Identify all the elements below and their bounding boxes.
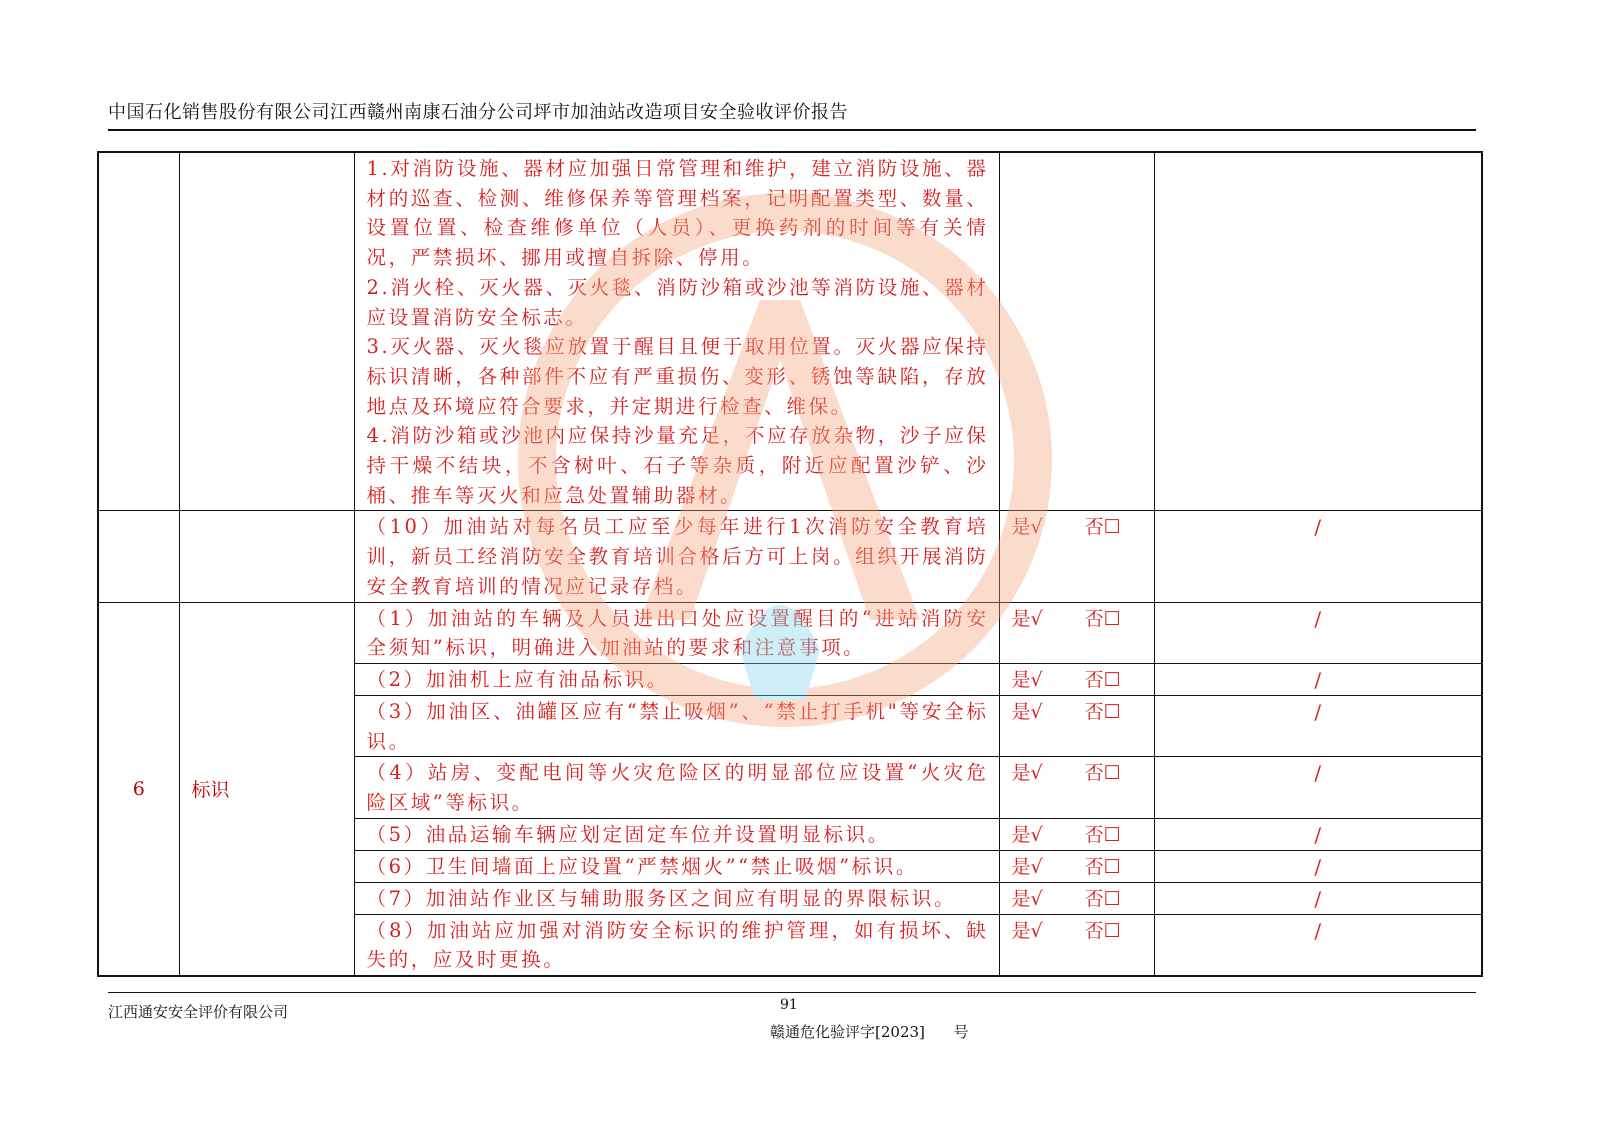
table-row bbox=[98, 602, 1482, 663]
check-cell bbox=[999, 663, 1154, 695]
check-cell bbox=[999, 152, 1154, 511]
result-cell bbox=[1154, 152, 1482, 511]
row-item bbox=[179, 152, 354, 511]
result-cell: / bbox=[1154, 914, 1482, 976]
check-cell bbox=[999, 914, 1154, 976]
yes-checked: 是√ bbox=[1011, 919, 1043, 942]
footer-company: 江西通安安全评价有限公司 bbox=[108, 1003, 289, 1021]
table-row bbox=[98, 511, 1482, 602]
requirement-text: （4）站房、变配电间等火灾危险区的明显部位应设置“火灾危险区域”等标识。 bbox=[354, 757, 999, 818]
row-number bbox=[98, 152, 179, 511]
no-checkbox: 否☐ bbox=[1084, 823, 1121, 846]
document-number: 赣通危化验评字[2023] 号 bbox=[770, 1023, 969, 1041]
no-checkbox: 否☐ bbox=[1084, 887, 1121, 910]
row-number: 6 bbox=[98, 602, 179, 976]
requirement-text: （3）加油区、油罐区应有“禁止吸烟”、“禁止打手机"等安全标识。 bbox=[354, 695, 999, 756]
yes-checked: 是√ bbox=[1011, 887, 1043, 910]
check-cell bbox=[999, 602, 1154, 663]
check-cell bbox=[999, 757, 1154, 818]
no-checkbox: 否☐ bbox=[1084, 855, 1121, 878]
yes-checked: 是√ bbox=[1011, 668, 1043, 691]
footer-divider bbox=[108, 992, 1476, 993]
page-header-title: 中国石化销售股份有限公司江西赣州南康石油分公司坪市加油站改造项目安全验收评价报告 bbox=[108, 102, 848, 123]
yes-checked: 是√ bbox=[1011, 855, 1043, 878]
result-cell: / bbox=[1154, 695, 1482, 756]
no-checkbox: 否☐ bbox=[1084, 516, 1121, 539]
check-cell bbox=[999, 695, 1154, 756]
page-number: 91 bbox=[780, 997, 798, 1013]
table-row bbox=[98, 152, 1482, 511]
no-checkbox: 否☐ bbox=[1084, 668, 1121, 691]
requirement-text: （5）油品运输车辆应划定固定车位并设置明显标识。 bbox=[354, 818, 999, 850]
no-checkbox: 否☐ bbox=[1084, 919, 1121, 942]
yes-checked: 是√ bbox=[1011, 823, 1043, 846]
requirement-text: 1.对消防设施、器材应加强日常管理和维护，建立消防设施、器材的巡查、检测、维修保养等管理档案，记明配置类型、数量、设置位置、检查维修单位（人员）、更换药剂的时间等有关情况，严禁损坏、挪用或擅自拆除、停用。 2.消火栓、灭火器、灭火毯、消防沙箱或沙池等消防设施、器材应设置消防安全标志。 3.灭火器、灭火毯应放置于醒目且便于取用位置。灭火器应保持标识清晰，各种部件不应有严重损伤、变形、锈蚀等缺陷，存放地点及环境应符合要求，并定期进行检查、维保。 4.消防沙箱或沙池内应保持沙量充足，不应存放杂物，沙子应保持干燥不结块，不含树叶、石子等杂质，附近应配置沙铲、沙桶、推车等灭火和应急处置辅助器材。 bbox=[354, 152, 999, 511]
requirement-text: （6）卫生间墙面上应设置“严禁烟火”“禁止吸烟”标识。 bbox=[354, 850, 999, 882]
requirement-text: （2）加油机上应有油品标识。 bbox=[354, 663, 999, 695]
check-cell bbox=[999, 882, 1154, 914]
requirement-text: （8）加油站应加强对消防安全标识的维护管理，如有损坏、缺失的，应及时更换。 bbox=[354, 914, 999, 976]
check-cell bbox=[999, 511, 1154, 602]
requirement-text: （1）加油站的车辆及人员进出口处应设置醒目的“进站消防安全须知”标识，明确进入加油站的要求和注意事项。 bbox=[354, 602, 999, 663]
result-cell: / bbox=[1154, 663, 1482, 695]
result-cell: / bbox=[1154, 818, 1482, 850]
no-checkbox: 否☐ bbox=[1084, 607, 1121, 630]
no-checkbox: 否☐ bbox=[1084, 700, 1121, 723]
yes-checked: 是√ bbox=[1011, 607, 1043, 630]
result-cell: / bbox=[1154, 882, 1482, 914]
requirement-text: （7）加油站作业区与辅助服务区之间应有明显的界限标识。 bbox=[354, 882, 999, 914]
check-cell bbox=[999, 818, 1154, 850]
result-cell: / bbox=[1154, 602, 1482, 663]
check-cell bbox=[999, 850, 1154, 882]
yes-checked: 是√ bbox=[1011, 700, 1043, 723]
no-checkbox: 否☐ bbox=[1084, 762, 1121, 785]
result-cell: / bbox=[1154, 850, 1482, 882]
yes-checked: 是√ bbox=[1011, 762, 1043, 785]
inspection-table bbox=[97, 151, 1483, 977]
result-cell: / bbox=[1154, 511, 1482, 602]
yes-checked: 是√ bbox=[1011, 516, 1043, 539]
row-item: 标识 bbox=[179, 602, 354, 976]
header-divider bbox=[108, 129, 1476, 131]
requirement-text: （10）加油站对每名员工应至少每年进行1次消防安全教育培训，新员工经消防安全教育培训合格后方可上岗。组织开展消防安全教育培训的情况应记录存档。 bbox=[354, 511, 999, 602]
result-cell: / bbox=[1154, 757, 1482, 818]
